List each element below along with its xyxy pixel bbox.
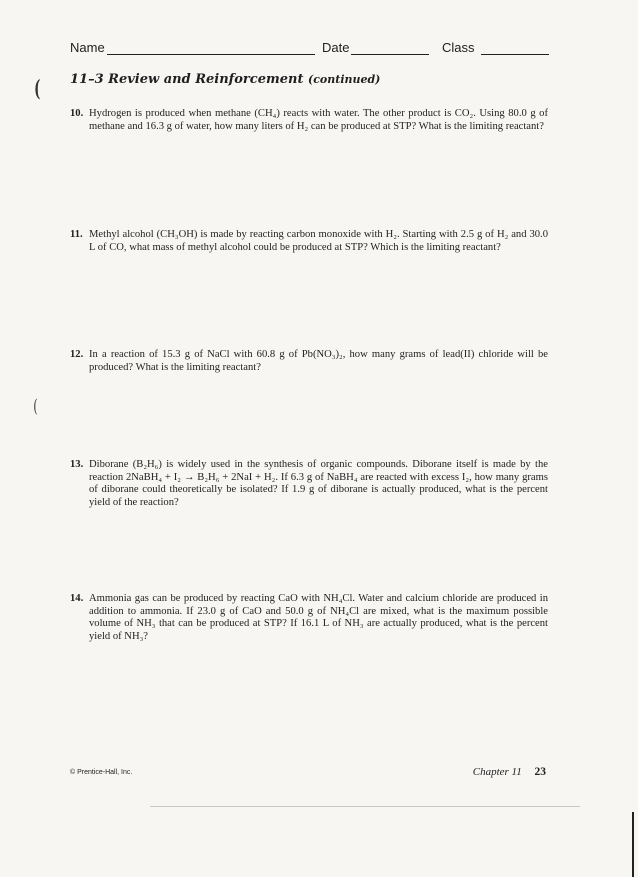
question-number: 13.	[70, 459, 84, 470]
question-number: 10.	[70, 108, 84, 119]
class-blank-line	[481, 42, 549, 55]
copyright-notice: © Prentice-Hall, Inc.	[70, 769, 133, 776]
question-text: Ammonia gas can be produced by reacting CaO with NH₄Cl. Water and calcium chloride are produced in addition to ammonia. If 23.0 g of CaO and 50.0 g of NH₄Cl are mixed, what is the maximum possible volume of NH₃ that can be produced at STP? If 16.1 L of NH₃ are actually produced, what is the percent yield of NH₃?	[89, 593, 548, 642]
student-info-header	[70, 40, 550, 60]
question-text: In a reaction of 15.3 g of NaCl with 60.8 g of Pb(NO₃)₂, how many grams of lead(II) chloride will be produced? What is the limiting reactant?	[89, 349, 548, 373]
date-field	[322, 40, 429, 55]
question-11	[70, 229, 548, 254]
name-field	[70, 40, 315, 55]
question-number: 12.	[70, 349, 84, 360]
class-label: Class	[442, 40, 475, 55]
page-number: 23	[534, 766, 546, 778]
scan-edge-mark	[632, 812, 634, 877]
question-13	[70, 459, 548, 509]
question-14	[70, 593, 548, 643]
scan-divider-line	[150, 806, 580, 807]
section-continued-text: (continued)	[308, 73, 381, 86]
date-label: Date	[322, 40, 350, 55]
question-number: 11.	[70, 229, 83, 240]
name-label: Name	[70, 40, 105, 55]
question-number: 14.	[70, 593, 84, 604]
question-text: Methyl alcohol (CH₃OH) is made by reacting carbon monoxide with H₂. Starting with 2.5 g of H₂ and 30.0 L of CO, what mass of methyl alcohol could be produced at STP? Which is the limiting reactant?	[89, 229, 548, 253]
binder-hole-mark-top: (	[34, 76, 41, 102]
section-title	[70, 72, 380, 87]
page-footer-chapter	[473, 766, 546, 778]
name-blank-line	[107, 42, 315, 55]
question-text: Diborane (B₂H₆) is widely used in the synthesis of organic compounds. Diborane itself is made by the reaction 2NaBH₄ + I₂ → B₂H₆ + 2NaI + H₂. If 6.3 g of NaBH₄ are reacted with excess I₂, how many grams of diborane could theoretically be isolated? If 1.9 g of diborane is actually produced, what is the percent yield of the reaction?	[89, 459, 548, 508]
question-text: Hydrogen is produced when methane (CH₄) reacts with water. The other product is CO₂. Using 80.0 g of methane and 16.3 g of water, how many liters of H₂ can be produced at STP? What is the limiting reactant?	[89, 108, 548, 132]
section-title-text: 11–3 Review and Reinforcement	[70, 72, 304, 87]
question-12	[70, 349, 548, 374]
class-field	[442, 40, 549, 55]
date-blank-line	[351, 42, 429, 55]
binder-hole-mark-middle: (	[33, 396, 38, 417]
chapter-label: Chapter 11	[472, 766, 522, 778]
question-10	[70, 108, 548, 133]
